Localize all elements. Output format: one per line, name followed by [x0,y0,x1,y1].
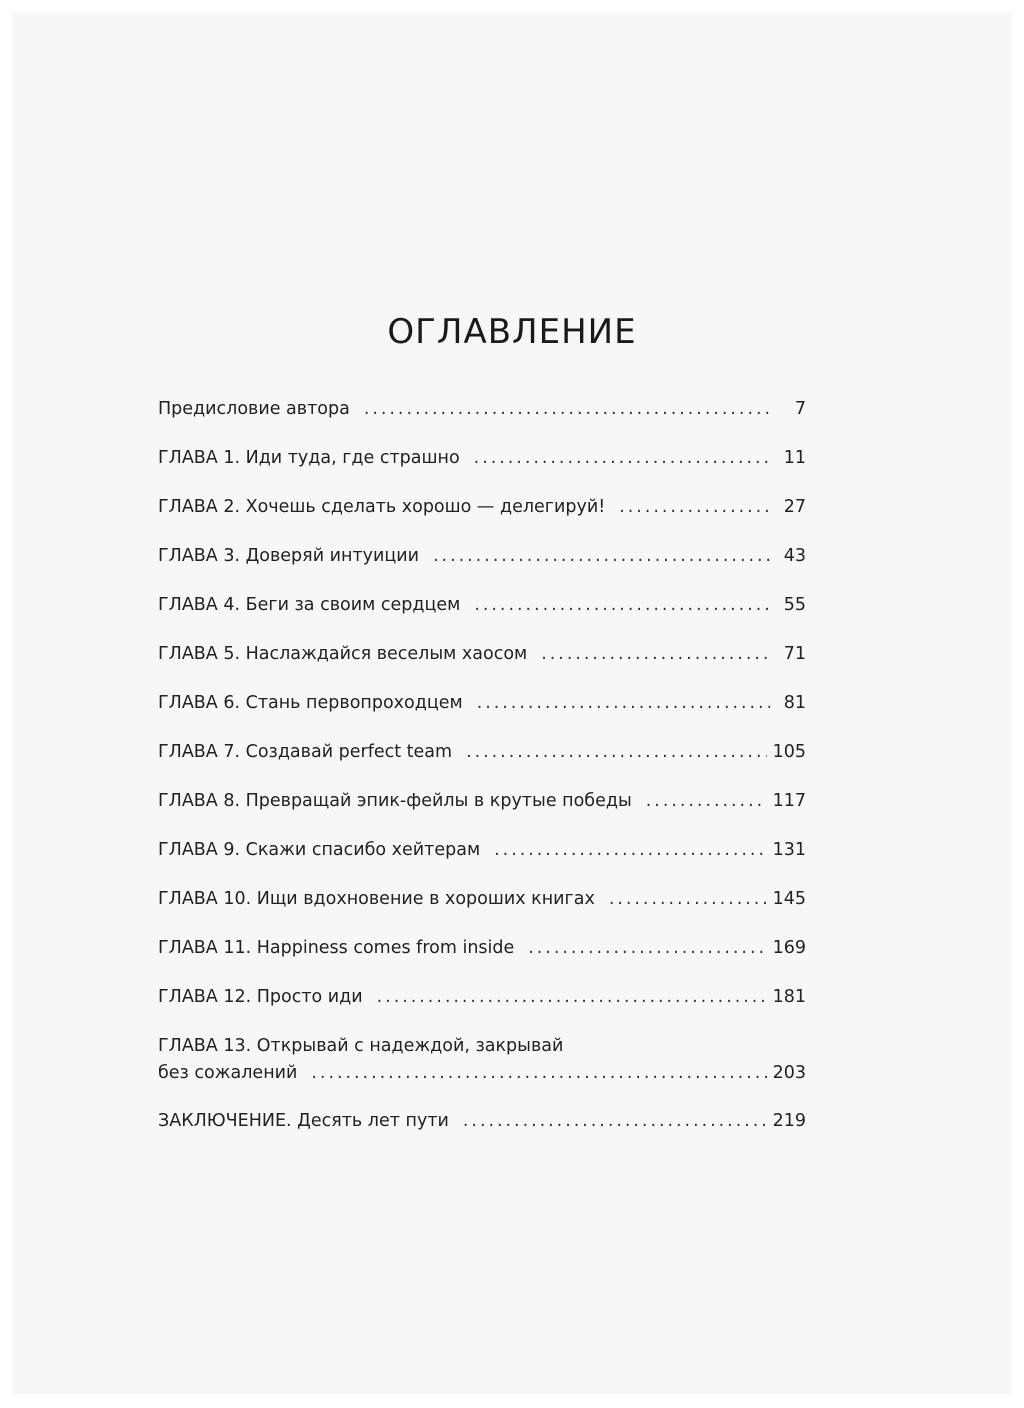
toc-entry-page: 11 [783,448,806,468]
toc-entry-label-line1: ГЛАВА 13. Открывай с надеждой, закрывай [158,1036,564,1056]
toc-entry-label: ГЛАВА 3. Доверяй интуиции [158,546,420,566]
toc-entry-label: ГЛАВА 6. Стань первопроходцем [158,693,463,713]
dot-leader [463,1110,767,1132]
toc-entry-chapter-2 [158,496,806,545]
toc-entry-chapter-8 [158,790,806,839]
dot-leader [474,447,770,469]
toc-entry-chapter-13 [158,1035,806,1084]
toc-entry-page: 203 [772,1063,806,1083]
toc-entry-label: ГЛАВА 7. Создавай perfect team [158,742,453,762]
dot-leader [541,643,770,665]
toc-entry-label: ЗАКЛЮЧЕНИЕ. Десять лет пути [158,1111,449,1131]
table-of-contents [158,398,806,1159]
dot-leader [474,594,770,616]
toc-entry-page: 27 [783,497,806,517]
toc-entry-label: ГЛАВА 2. Хочешь сделать хорошо — делегируй! [158,497,606,517]
toc-entry-chapter-10 [158,888,806,937]
toc-entry-chapter-11 [158,937,806,986]
toc-entry-label: ГЛАВА 12. Просто иди [158,987,363,1007]
toc-entry-page: 55 [783,595,806,615]
toc-entry-chapter-1 [158,447,806,496]
dot-leader [466,741,767,763]
toc-entry-last-line [158,1062,806,1084]
toc-entry-label: Предисловие автора [158,399,350,419]
toc-entry-page: 219 [772,1111,806,1131]
dot-leader [494,839,766,861]
dot-leader [528,937,766,959]
page-title: ОГЛАВЛЕНИЕ [387,312,637,352]
dot-leader [609,888,767,910]
toc-entry-label: ГЛАВА 8. Превращай эпик-фейлы в крутые победы [158,791,632,811]
toc-entry-chapter-3 [158,545,806,594]
toc-entry-page: 131 [772,840,806,860]
toc-entry-page: 117 [772,791,806,811]
toc-entry-label: ГЛАВА 11. Happiness comes from inside [158,938,515,958]
toc-entry-label: ГЛАВА 9. Скажи спасибо хейтерам [158,840,481,860]
toc-entry-page: 145 [772,889,806,909]
toc-entry-page: 181 [772,987,806,1007]
toc-entry-chapter-9 [158,839,806,888]
toc-entry-page: 71 [783,644,806,664]
dot-leader [377,986,767,1008]
toc-entry-chapter-6 [158,692,806,741]
toc-entry-chapter-12 [158,986,806,1035]
dot-leader [477,692,770,714]
dot-leader [619,496,770,518]
toc-entry-preface [158,398,806,447]
toc-entry-chapter-7 [158,741,806,790]
toc-entry-label-line2: без сожалений [158,1063,298,1083]
dot-leader [311,1062,766,1084]
toc-entry-page: 81 [783,693,806,713]
toc-entry-conclusion [158,1110,806,1159]
toc-entry-page: 7 [794,399,806,419]
dot-leader [646,790,767,812]
toc-entry-page: 43 [783,546,806,566]
toc-entry-page: 105 [772,742,806,762]
toc-entry-chapter-5 [158,643,806,692]
dot-leader [433,545,770,567]
dot-leader [364,398,770,420]
toc-entry-page: 169 [772,938,806,958]
toc-entry-chapter-4 [158,594,806,643]
toc-entry-label: ГЛАВА 10. Ищи вдохновение в хороших книгах [158,889,595,909]
toc-entry-label: ГЛАВА 4. Беги за своим сердцем [158,595,461,615]
toc-entry-label: ГЛАВА 5. Наслаждайся веселым хаосом [158,644,528,664]
book-page [12,12,1012,1394]
toc-entry-label: ГЛАВА 1. Иди туда, где страшно [158,448,460,468]
